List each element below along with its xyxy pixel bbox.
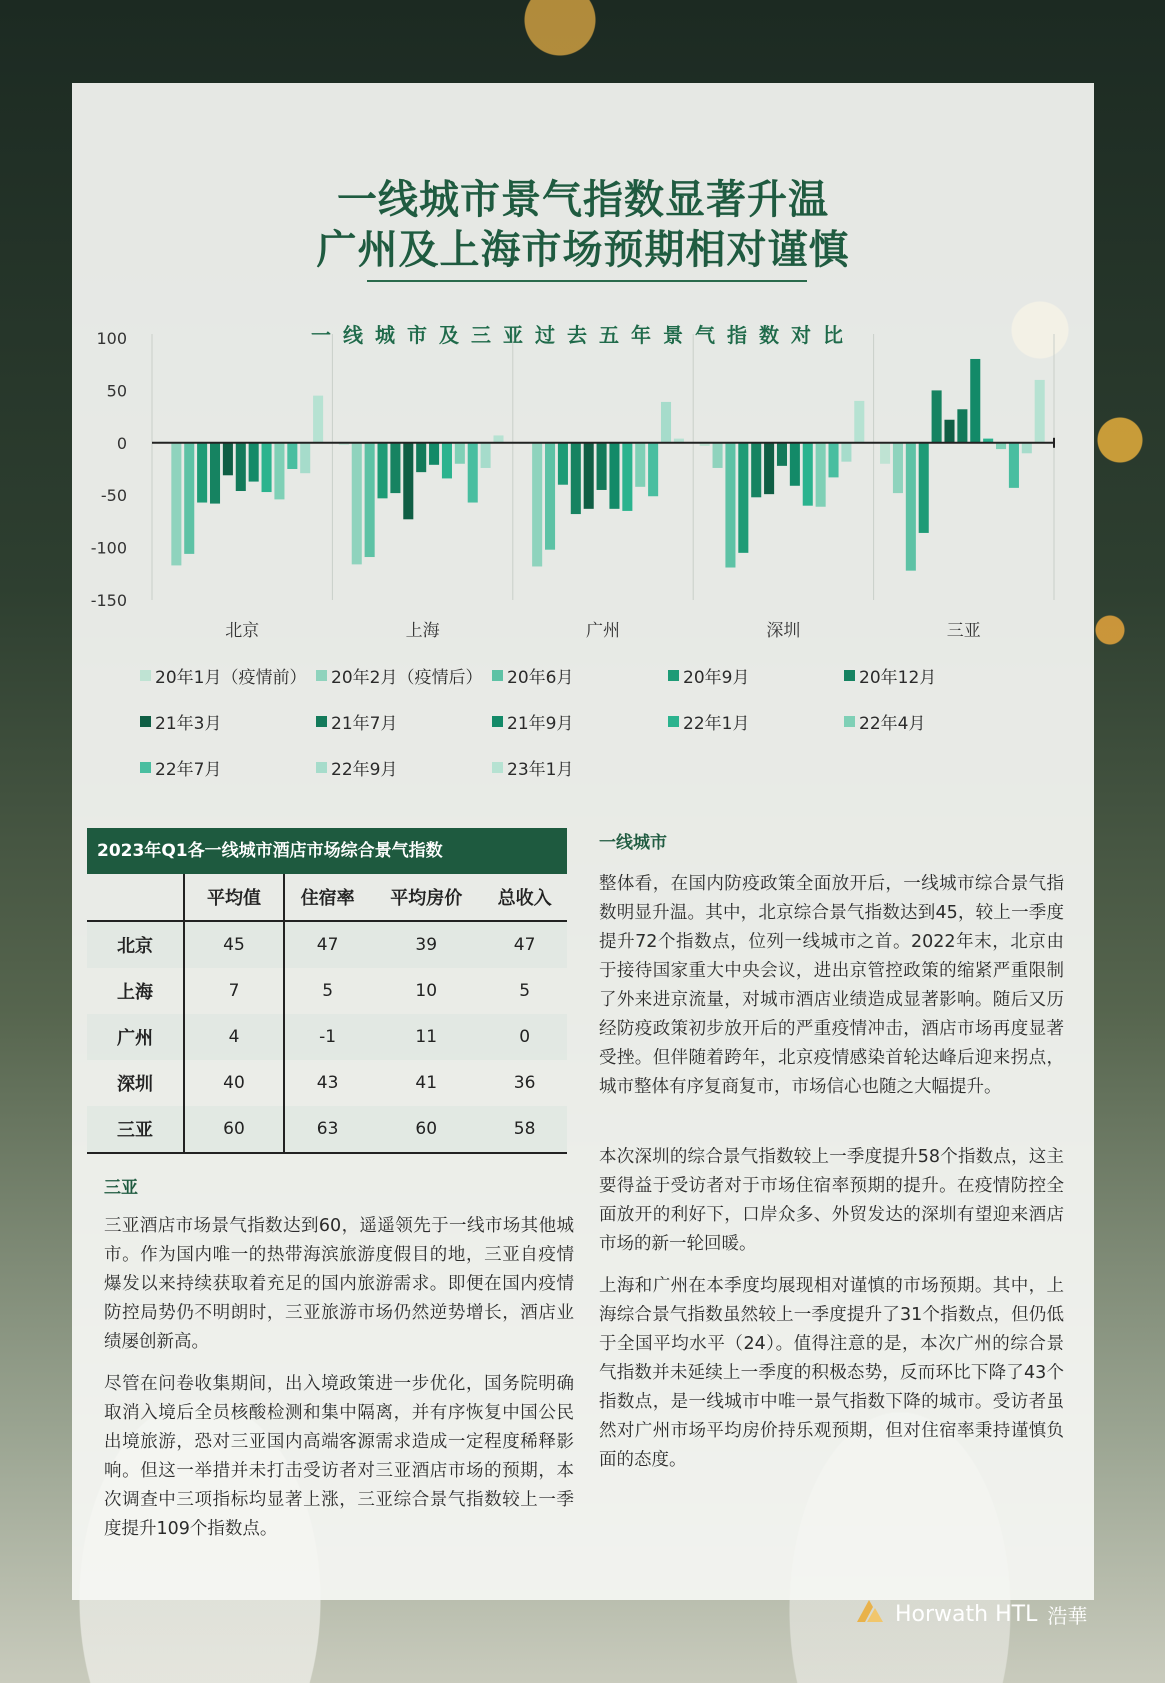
bar — [893, 443, 903, 493]
bar — [365, 443, 375, 557]
legend-item — [140, 709, 221, 734]
bar — [197, 443, 207, 503]
horwath-logo-icon — [855, 1598, 887, 1630]
legend-label: 21年7月 — [331, 714, 398, 734]
legend-swatch — [316, 716, 327, 727]
x-category-label: 三亚 — [946, 621, 981, 641]
legend-item — [668, 709, 749, 734]
bar — [803, 443, 813, 506]
legend-swatch — [316, 670, 327, 681]
bar — [635, 443, 645, 487]
bar — [970, 359, 980, 443]
bar — [210, 443, 220, 504]
table-row — [87, 1106, 567, 1153]
legend-label: 21年9月 — [507, 714, 574, 734]
bar — [597, 443, 607, 490]
table-row — [87, 921, 567, 968]
x-category-label: 北京 — [225, 621, 260, 641]
legend-label: 20年2月（疫情后） — [331, 668, 483, 688]
table-cell: 43 — [316, 1073, 339, 1093]
brand-name: Horwath HTL — [895, 1601, 1038, 1627]
table-cell-city: 广州 — [87, 1014, 184, 1060]
bar — [416, 443, 426, 472]
bar — [648, 443, 658, 496]
bar — [262, 443, 272, 492]
legend-label: 20年9月 — [683, 668, 750, 688]
bar — [738, 443, 748, 553]
bar — [609, 443, 619, 509]
legend-label: 20年12月 — [859, 668, 937, 688]
bar — [455, 443, 465, 464]
bar-chart — [72, 83, 1094, 653]
legend-label: 20年6月 — [507, 668, 574, 688]
bar — [171, 443, 181, 566]
legend-item — [844, 663, 936, 688]
content-panel — [72, 83, 1094, 1600]
headline-line2: 广州及上海市场预期相对谨慎 — [316, 226, 850, 273]
legend-swatch — [140, 670, 151, 681]
bar — [313, 396, 323, 443]
bar — [1009, 443, 1019, 488]
table-cell: 58 — [482, 1106, 567, 1153]
table-row — [87, 1014, 567, 1060]
sanya-paragraph-2: 尽管在问卷收集期间，出入境政策进一步优化，国务院明确取消入境后全员核酸检测和集中隔离，并有序恢复中国公民出境旅游，恐对三亚国内高端客源需求造成一定程度稀释影响。但这一举措并未打击受访者对三亚酒店市场的预期，本次调查中三项指标均显著上涨，三亚综合景气指数较上一季度提升109个指数点。 — [104, 1374, 574, 1539]
legend-swatch — [316, 762, 327, 773]
legend-item — [316, 663, 482, 688]
bar — [429, 443, 439, 465]
bar — [378, 443, 388, 499]
legend-item — [492, 755, 573, 780]
table-cell: 40 — [184, 1060, 284, 1106]
bar — [957, 409, 967, 443]
bar — [468, 443, 478, 503]
bar — [854, 401, 864, 443]
bar — [532, 443, 542, 567]
bar — [184, 443, 194, 554]
legend-swatch — [668, 670, 679, 681]
table-cell: 47 — [284, 921, 370, 968]
bar — [841, 443, 851, 462]
legend-label: 21年3月 — [155, 714, 222, 734]
y-tick-label: -150 — [90, 591, 127, 610]
table-cell: 60 — [370, 1106, 482, 1153]
bar — [622, 443, 632, 511]
legend-swatch — [668, 716, 679, 727]
x-category-label: 广州 — [586, 621, 620, 641]
table-cell: 47 — [482, 921, 567, 968]
bar — [584, 443, 594, 509]
bar — [880, 443, 890, 464]
bar — [919, 443, 929, 533]
table-cell: 41 — [415, 1073, 438, 1093]
legend-swatch — [492, 670, 503, 681]
sanya-paragraph-1: 三亚酒店市场景气指数达到60，遥遥领先于一线市场其他城市。作为国内唯一的热带海滨旅游度假目的地，三亚自疫情爆发以来持续获取着充足的国内旅游需求。即便在国内疫情防控局势仍不明朗时，三亚旅游市场仍然逆势增长，酒店业绩屡创新高。 — [104, 1216, 574, 1352]
table-cell: 4 — [184, 1014, 284, 1060]
bar — [493, 435, 503, 442]
x-category-label: 深圳 — [766, 621, 801, 641]
legend-swatch — [140, 762, 151, 773]
y-tick-label: 0 — [116, 433, 127, 453]
table-cell: 11 — [370, 1014, 482, 1060]
legend-item — [492, 663, 573, 688]
table-cell: 7 — [184, 968, 284, 1014]
table-cell-city: 深圳 — [87, 1060, 184, 1106]
legend-label: 22年4月 — [859, 714, 926, 734]
bar — [829, 443, 839, 478]
legend-item — [140, 663, 306, 688]
table-cell: 5 — [322, 981, 334, 1001]
legend-label: 22年9月 — [331, 760, 398, 780]
tier1-paragraph-1: 整体看，在国内防疫政策全面放开后，一线城市综合景气指数明显升温。其中，北京综合景气指数达到45，较上一季度提升72个指数点，位列一线城市之首。2022年末，北京由于接待国家重大中央会议，进出京管控政策的缩紧严重限制了外来进京流量，对城市酒店业绩造成显著影响。随后又历经防疫政策初步放开后的严重疫情冲击，酒店市场再度显著受挫。但伴随着跨年，北京疫情感染首轮达峰后迎来拐点，城市整体有序复商复市，市场信心也随之大幅提升。 — [599, 874, 1064, 1097]
table-cell-city: 上海 — [87, 968, 184, 1014]
bar — [481, 443, 491, 468]
bar — [558, 443, 568, 485]
legend-swatch — [492, 716, 503, 727]
bar — [249, 443, 259, 482]
bar — [751, 443, 761, 497]
legend-item — [844, 709, 925, 734]
bar — [223, 443, 233, 475]
bar — [236, 443, 246, 491]
legend-swatch — [492, 762, 503, 773]
table-row — [87, 968, 567, 1014]
table-cell: -1 — [284, 1014, 370, 1060]
chart-title: 一线城市及三亚过去五年景气指数对比 — [311, 323, 855, 347]
brand-mark — [855, 1598, 1087, 1630]
tier1-paragraph-3: 上海和广州在本季度均展现相对谨慎的市场预期。其中，上海综合景气指数虽然较上一季度提升了31个指数点，但仍低于全国平均水平（24）。值得注意的是，本次广州的综合景气指数并未延续上一季度的积极态势，反而环比下降了43个指数点，是一线城市中唯一景气指数下降的城市。受访者虽然对广州市场平均房价持乐观预期，但对住宿率秉持谨慎负面的态度。 — [599, 1276, 1064, 1470]
bar — [764, 443, 774, 494]
legend-item — [492, 709, 573, 734]
table-header-revenue: 总收入 — [482, 874, 567, 921]
table-cell: 45 — [184, 921, 284, 968]
bar — [287, 443, 297, 469]
bar — [300, 443, 310, 473]
legend-swatch — [844, 716, 855, 727]
legend-label: 22年1月 — [683, 714, 750, 734]
bar — [944, 420, 954, 443]
legend-swatch — [844, 670, 855, 681]
y-tick-label: 100 — [96, 329, 127, 348]
table-header-blank — [87, 874, 184, 921]
bar — [1022, 443, 1032, 453]
bar — [725, 443, 735, 568]
bar — [274, 443, 284, 500]
legend-item — [316, 755, 397, 780]
table-row — [87, 1060, 567, 1106]
table-header-adr: 平均房价 — [370, 874, 482, 921]
tier1-heading: 一线城市 — [599, 833, 667, 853]
bar — [545, 443, 555, 550]
bar — [816, 443, 826, 507]
bar — [1035, 380, 1045, 443]
tier1-paragraph-2: 本次深圳的综合景气指数较上一季度提升58个指数点，这主要得益于受访者对于市场住宿率预期的提升。在疫情防控全面放开的利好下，口岸众多、外贸发达的深圳有望迎来酒店市场的新一轮回暖。 — [599, 1147, 1064, 1254]
legend-item — [316, 709, 397, 734]
table-header-occupancy: 住宿率 — [284, 874, 370, 921]
table-cell: 5 — [519, 981, 531, 1001]
table-cell-city: 三亚 — [87, 1106, 184, 1153]
sanya-heading: 三亚 — [104, 1178, 138, 1198]
table-cell: 36 — [513, 1073, 536, 1093]
bar — [790, 443, 800, 486]
y-tick-label: -100 — [90, 538, 127, 558]
y-tick-label: -50 — [100, 486, 127, 506]
bar — [571, 443, 581, 514]
x-category-label: 上海 — [405, 621, 440, 641]
bar — [713, 443, 723, 468]
table-cell: 0 — [482, 1014, 567, 1060]
legend-label: 20年1月（疫情前） — [155, 668, 307, 688]
legend-label: 23年1月 — [507, 760, 574, 780]
bar — [390, 443, 400, 493]
table-header-avg: 平均值 — [184, 874, 284, 921]
headline-line1: 一线城市景气指数显著升温 — [337, 176, 829, 223]
bar — [932, 390, 942, 442]
table-header-row — [87, 874, 567, 921]
bar — [777, 443, 787, 466]
legend-item — [668, 663, 749, 688]
table-cell-city: 北京 — [87, 921, 184, 968]
legend-label: 22年7月 — [155, 760, 222, 780]
table-cell: 60 — [184, 1106, 284, 1153]
bar — [661, 402, 671, 443]
table-cell: 39 — [370, 921, 482, 968]
bar — [403, 443, 413, 520]
table-title: 2023年Q1各一线城市酒店市场综合景气指数 — [87, 828, 567, 874]
legend-swatch — [140, 716, 151, 727]
y-tick-label: 50 — [106, 381, 127, 401]
legend-item — [140, 755, 221, 780]
index-table — [87, 828, 567, 1154]
bar — [906, 443, 916, 571]
brand-name-cn: 浩華 — [1047, 1603, 1088, 1628]
table-cell: 63 — [284, 1106, 370, 1153]
table-cell: 10 — [415, 981, 438, 1001]
bar — [442, 443, 452, 479]
bar — [352, 443, 362, 565]
